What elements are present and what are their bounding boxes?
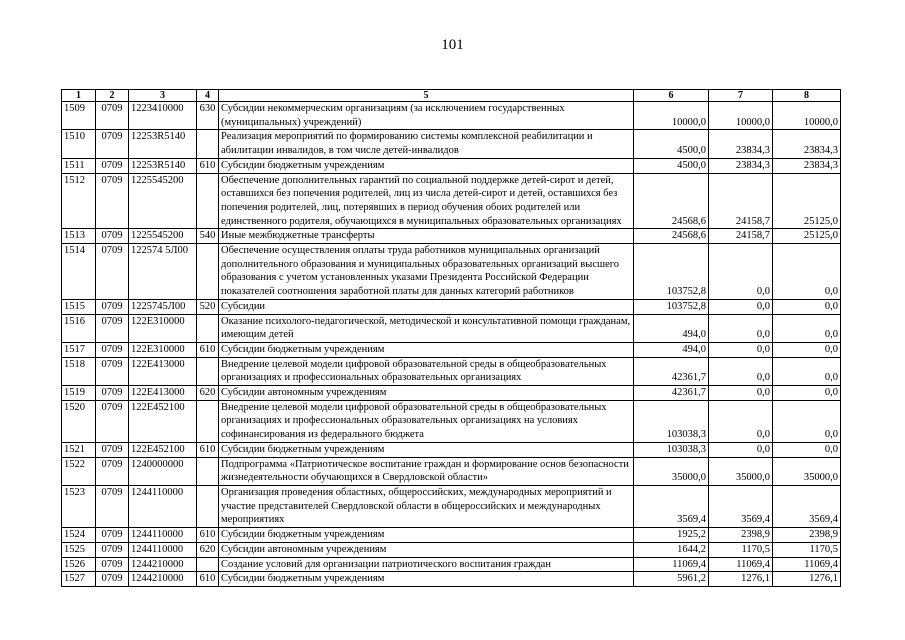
amount-col-8: 0,0 xyxy=(773,442,841,457)
section-code: 0709 xyxy=(96,528,129,543)
table-row xyxy=(62,528,841,543)
header-col-1: 1 xyxy=(62,90,96,102)
row-number: 1511 xyxy=(62,158,96,173)
row-number: 1516 xyxy=(62,314,96,342)
header-col-5: 5 xyxy=(219,90,634,102)
row-number: 1523 xyxy=(62,485,96,527)
expense-type-code: 540 xyxy=(197,229,219,244)
expense-type-code: 620 xyxy=(197,542,219,557)
section-code: 0709 xyxy=(96,457,129,485)
item-name: Подпрограмма «Патриотическое воспитание граждан и формирование основ безопасности жизнедеятельности обучающихся в Свердловской области» xyxy=(219,457,634,485)
section-code: 0709 xyxy=(96,542,129,557)
amount-col-6: 11069,4 xyxy=(634,557,709,572)
item-name: Субсидии бюджетным учреждениям xyxy=(219,442,634,457)
table-row xyxy=(62,442,841,457)
amount-col-6: 24568,6 xyxy=(634,173,709,229)
amount-col-8: 3569,4 xyxy=(773,485,841,527)
target-article-code: 122E413000 xyxy=(129,386,197,401)
amount-col-8: 11069,4 xyxy=(773,557,841,572)
section-code: 0709 xyxy=(96,442,129,457)
table-row xyxy=(62,542,841,557)
item-name: Субсидии автономным учреждениям xyxy=(219,542,634,557)
amount-col-6: 42361,7 xyxy=(634,357,709,385)
target-article-code: 1244210000 xyxy=(129,557,197,572)
item-name: Внедрение целевой модели цифровой образовательной среды в общеобразовательных организациях и профессиональных образовательных организациях на условиях софинансирования из федерального бюджета xyxy=(219,400,634,442)
amount-col-8: 35000,0 xyxy=(773,457,841,485)
section-code: 0709 xyxy=(96,299,129,314)
amount-col-6: 494,0 xyxy=(634,342,709,357)
amount-col-7: 0,0 xyxy=(709,314,773,342)
expense-type-code xyxy=(197,457,219,485)
expense-type-code xyxy=(197,244,219,300)
amount-col-8: 0,0 xyxy=(773,299,841,314)
expense-type-code: 610 xyxy=(197,528,219,543)
section-code: 0709 xyxy=(96,314,129,342)
target-article-code: 12253R5140 xyxy=(129,158,197,173)
amount-col-8: 0,0 xyxy=(773,386,841,401)
item-name: Субсидии xyxy=(219,299,634,314)
amount-col-7: 0,0 xyxy=(709,299,773,314)
section-code: 0709 xyxy=(96,229,129,244)
table-row xyxy=(62,314,841,342)
amount-col-8: 25125,0 xyxy=(773,229,841,244)
section-code: 0709 xyxy=(96,130,129,158)
amount-col-6: 4500,0 xyxy=(634,158,709,173)
amount-col-8: 0,0 xyxy=(773,400,841,442)
amount-col-7: 1276,1 xyxy=(709,572,773,587)
expense-type-code: 610 xyxy=(197,572,219,587)
amount-col-6: 103752,8 xyxy=(634,244,709,300)
amount-col-8: 10000,0 xyxy=(773,102,841,130)
row-number: 1522 xyxy=(62,457,96,485)
table-row xyxy=(62,400,841,442)
table-row xyxy=(62,229,841,244)
target-article-code: 1223410000 xyxy=(129,102,197,130)
header-col-6: 6 xyxy=(634,90,709,102)
table-row xyxy=(62,386,841,401)
table-row xyxy=(62,457,841,485)
item-name: Оказание психолого-педагогической, методической и консультативной помощи гражданам, имеющим детей xyxy=(219,314,634,342)
row-number: 1521 xyxy=(62,442,96,457)
amount-col-6: 24568,6 xyxy=(634,229,709,244)
target-article-code: 122E452100 xyxy=(129,442,197,457)
row-number: 1513 xyxy=(62,229,96,244)
section-code: 0709 xyxy=(96,102,129,130)
amount-col-7: 11069,4 xyxy=(709,557,773,572)
amount-col-8: 1170,5 xyxy=(773,542,841,557)
amount-col-7: 3569,4 xyxy=(709,485,773,527)
amount-col-6: 103752,8 xyxy=(634,299,709,314)
amount-col-7: 10000,0 xyxy=(709,102,773,130)
amount-col-8: 0,0 xyxy=(773,357,841,385)
table-row xyxy=(62,357,841,385)
page-number: 101 xyxy=(441,37,464,53)
amount-col-7: 0,0 xyxy=(709,386,773,401)
row-number: 1517 xyxy=(62,342,96,357)
amount-col-8: 0,0 xyxy=(773,244,841,300)
expense-type-code xyxy=(197,557,219,572)
table-row xyxy=(62,158,841,173)
item-name: Иные межбюджетные трансферты xyxy=(219,229,634,244)
target-article-code: 122E452100 xyxy=(129,400,197,442)
target-article-code: 1244210000 xyxy=(129,572,197,587)
amount-col-7: 24158,7 xyxy=(709,173,773,229)
table-row xyxy=(62,572,841,587)
amount-col-6: 494,0 xyxy=(634,314,709,342)
amount-col-7: 24158,7 xyxy=(709,229,773,244)
row-number: 1514 xyxy=(62,244,96,300)
table-row xyxy=(62,173,841,229)
target-article-code: 1225545200 xyxy=(129,229,197,244)
target-article-code: 1244110000 xyxy=(129,485,197,527)
expense-type-code xyxy=(197,314,219,342)
amount-col-6: 42361,7 xyxy=(634,386,709,401)
expense-type-code: 520 xyxy=(197,299,219,314)
section-code: 0709 xyxy=(96,400,129,442)
amount-col-7: 0,0 xyxy=(709,442,773,457)
target-article-code: 1244110000 xyxy=(129,542,197,557)
section-code: 0709 xyxy=(96,244,129,300)
table-row xyxy=(62,299,841,314)
amount-col-6: 103038,3 xyxy=(634,442,709,457)
expense-type-code: 610 xyxy=(197,442,219,457)
amount-col-7: 0,0 xyxy=(709,357,773,385)
budget-table xyxy=(61,89,841,587)
amount-col-6: 1644,2 xyxy=(634,542,709,557)
header-col-7: 7 xyxy=(709,90,773,102)
row-number: 1518 xyxy=(62,357,96,385)
section-code: 0709 xyxy=(96,386,129,401)
amount-col-6: 103038,3 xyxy=(634,400,709,442)
header-col-8: 8 xyxy=(773,90,841,102)
target-article-code: 122E310000 xyxy=(129,342,197,357)
target-article-code: 1225745Л00 xyxy=(129,299,197,314)
table-body xyxy=(62,102,841,587)
section-code: 0709 xyxy=(96,173,129,229)
row-number: 1510 xyxy=(62,130,96,158)
amount-col-8: 2398,9 xyxy=(773,528,841,543)
table-row xyxy=(62,130,841,158)
target-article-code: 1225545200 xyxy=(129,173,197,229)
amount-col-8: 0,0 xyxy=(773,342,841,357)
table-row xyxy=(62,102,841,130)
expense-type-code: 630 xyxy=(197,102,219,130)
section-code: 0709 xyxy=(96,158,129,173)
item-name: Субсидии бюджетным учреждениям xyxy=(219,572,634,587)
amount-col-8: 0,0 xyxy=(773,314,841,342)
section-code: 0709 xyxy=(96,572,129,587)
expense-type-code xyxy=(197,357,219,385)
target-article-code: 122574 5Л00 xyxy=(129,244,197,300)
amount-col-7: 23834,3 xyxy=(709,130,773,158)
header-row xyxy=(62,90,841,102)
target-article-code: 1240000000 xyxy=(129,457,197,485)
item-name: Внедрение целевой модели цифровой образовательной среды в общеобразовательных организациях и профессиональных образовательных организациях xyxy=(219,357,634,385)
item-name: Обеспечение дополнительных гарантий по социальной поддержке детей-сирот и детей, оставшихся без попечения родителей, лиц из числа детей-сирот и детей, оставшихся без попечения родителей, лиц, потерявших в период обучения обоих родителей или единственного родителя, обучающихся в муниципальных образовательных организациях xyxy=(219,173,634,229)
amount-col-6: 10000,0 xyxy=(634,102,709,130)
section-code: 0709 xyxy=(96,557,129,572)
row-number: 1526 xyxy=(62,557,96,572)
expense-type-code xyxy=(197,130,219,158)
amount-col-8: 25125,0 xyxy=(773,173,841,229)
row-number: 1509 xyxy=(62,102,96,130)
table-row xyxy=(62,244,841,300)
amount-col-6: 4500,0 xyxy=(634,130,709,158)
item-name: Субсидии бюджетным учреждениям xyxy=(219,342,634,357)
expense-type-code xyxy=(197,173,219,229)
target-article-code: 12253R5140 xyxy=(129,130,197,158)
amount-col-7: 23834,3 xyxy=(709,158,773,173)
row-number: 1515 xyxy=(62,299,96,314)
header-col-4: 4 xyxy=(197,90,219,102)
table-row xyxy=(62,342,841,357)
item-name: Субсидии бюджетным учреждениям xyxy=(219,158,634,173)
row-number: 1520 xyxy=(62,400,96,442)
item-name: Субсидии автономным учреждениям xyxy=(219,386,634,401)
amount-col-7: 35000,0 xyxy=(709,457,773,485)
item-name: Реализация мероприятий по формированию системы комплексной реабилитации и абилитации инвалидов, в том числе детей-инвалидов xyxy=(219,130,634,158)
item-name: Обеспечение осуществления оплаты труда работников муниципальных организаций дополнительного образования и муниципальных образовательных организаций высшего образования с учетом установленных указами Президента Российской Федерации показателей соотношения заработной платы для данных категорий работников xyxy=(219,244,634,300)
item-name: Создание условий для организации патриотического воспитания граждан xyxy=(219,557,634,572)
amount-col-7: 0,0 xyxy=(709,244,773,300)
amount-col-8: 23834,3 xyxy=(773,158,841,173)
amount-col-6: 1925,2 xyxy=(634,528,709,543)
amount-col-7: 0,0 xyxy=(709,342,773,357)
section-code: 0709 xyxy=(96,342,129,357)
amount-col-8: 23834,3 xyxy=(773,130,841,158)
row-number: 1525 xyxy=(62,542,96,557)
amount-col-6: 3569,4 xyxy=(634,485,709,527)
header-col-3: 3 xyxy=(129,90,197,102)
amount-col-8: 1276,1 xyxy=(773,572,841,587)
amount-col-7: 0,0 xyxy=(709,400,773,442)
expense-type-code: 620 xyxy=(197,386,219,401)
expense-type-code: 610 xyxy=(197,158,219,173)
target-article-code: 122E413000 xyxy=(129,357,197,385)
section-code: 0709 xyxy=(96,485,129,527)
header-col-2: 2 xyxy=(96,90,129,102)
row-number: 1512 xyxy=(62,173,96,229)
table-row xyxy=(62,485,841,527)
expense-type-code: 610 xyxy=(197,342,219,357)
item-name: Субсидии некоммерческим организациям (за исключением государственных (муниципальных) учреждений) xyxy=(219,102,634,130)
target-article-code: 122E310000 xyxy=(129,314,197,342)
amount-col-6: 5961,2 xyxy=(634,572,709,587)
expense-type-code xyxy=(197,485,219,527)
row-number: 1527 xyxy=(62,572,96,587)
target-article-code: 1244110000 xyxy=(129,528,197,543)
amount-col-6: 35000,0 xyxy=(634,457,709,485)
table-row xyxy=(62,557,841,572)
amount-col-7: 2398,9 xyxy=(709,528,773,543)
amount-col-7: 1170,5 xyxy=(709,542,773,557)
section-code: 0709 xyxy=(96,357,129,385)
expense-type-code xyxy=(197,400,219,442)
row-number: 1524 xyxy=(62,528,96,543)
row-number: 1519 xyxy=(62,386,96,401)
item-name: Субсидии бюджетным учреждениям xyxy=(219,528,634,543)
item-name: Организация проведения областных, общероссийских, международных мероприятий и участие представителей Свердловской области в общероссийских и международных мероприятиях xyxy=(219,485,634,527)
